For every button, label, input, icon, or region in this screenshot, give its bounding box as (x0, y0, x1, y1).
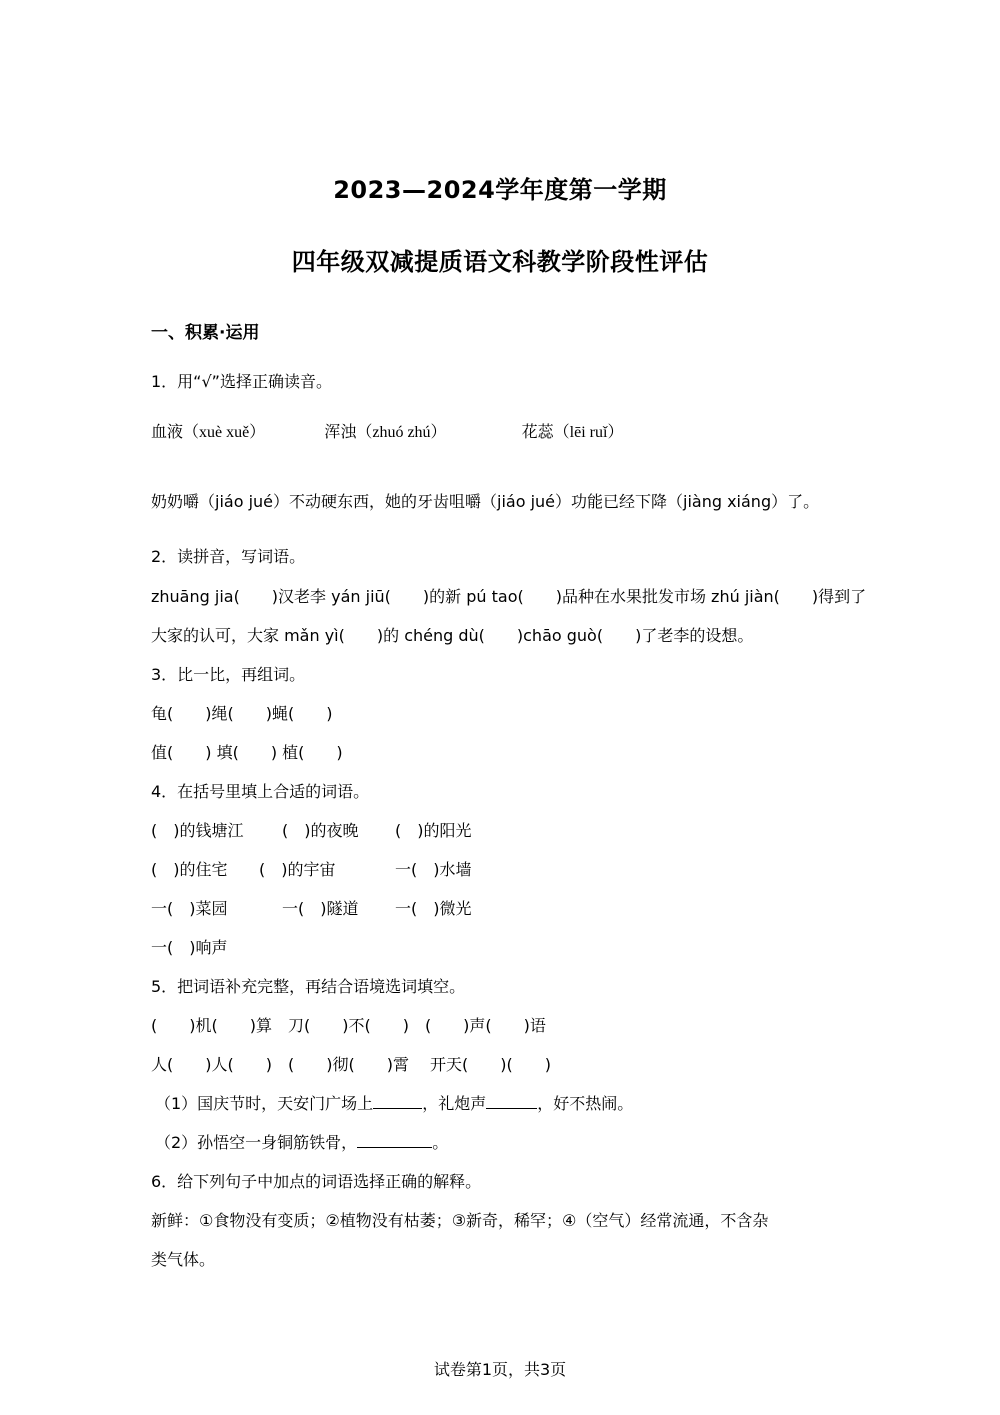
exam-title-line2: 四年级双减提质语文科教学阶段性评估 (291, 248, 709, 276)
q4-cell: ( )的住宅 (151, 860, 228, 879)
q4-prompt: 4．在括号里填上合适的词语。 (151, 782, 370, 801)
q5-line: 人( )人( ) ( )彻( )霄 开天( )( ) (151, 1055, 551, 1074)
q4-cell: ( )的阳光 (395, 821, 472, 840)
q2-line: zhuāng jia( )汉老李 yán jiū( )的新 pú tao( )品种在水果批发市场 zhú jiàn( )得到了 (151, 587, 867, 606)
q4-row (151, 899, 472, 919)
q4-row (151, 821, 472, 841)
q3-prompt: 3．比一比，再组词。 (151, 665, 306, 684)
q3-line: 值( ) 填( ) 植( ) (151, 743, 343, 762)
q3-line: 龟( )绳( )蝇( ) (151, 704, 333, 723)
q5-sub-question-2 (155, 1133, 448, 1153)
q2-prompt: 2．读拼音，写词语。 (151, 547, 306, 566)
q4-row (151, 938, 228, 958)
q1-item-pinyin: （zhuó zhú） (356, 424, 447, 441)
q4-cell: ( )的钱塘江 (151, 821, 244, 840)
q4-cell: 一( )微光 (395, 899, 472, 918)
q6-definition-line: 类气体。 (151, 1250, 216, 1269)
fill-blank[interactable] (373, 1094, 422, 1109)
q4-cell: 一( )菜园 (151, 899, 228, 918)
q4-cell: ( )的夜晚 (282, 821, 359, 840)
q4-cell: 一( )隧道 (282, 899, 359, 918)
exam-title-line1: 2023—2024学年度第一学期 (333, 176, 667, 204)
q1-item-word: 浑浊 (324, 422, 357, 441)
section-heading: 一、积累·运用 (151, 323, 260, 343)
q1-item-pinyin: （xuè xuě） (183, 424, 266, 441)
q2-line: 大家的认可，大家 mǎn yì( )的 chéng dù( )chāo guò( )了老李的设想。 (151, 626, 754, 645)
q4-cell: ( )的宇宙 (259, 860, 336, 879)
q5-line: ( )机( )算 刀( )不( ) ( )声( )语 (151, 1016, 546, 1035)
fill-blank[interactable] (357, 1133, 432, 1148)
q4-row (151, 860, 472, 880)
q1-prompt: 1．用“√”选择正确读音。 (151, 372, 332, 391)
q6-definition-line: 新鲜：①食物没有变质；②植物没有枯萎；③新奇，稀罕；④（空气）经常流通，不含杂 (151, 1211, 769, 1230)
q1-sentence: 奶奶嚼（jiáo jué）不动硬东西，她的牙齿咀嚼（jiáo jué）功能已经下降（jiàng xiáng）了。 (151, 492, 820, 511)
q5-sub2-text: （2）孙悟空一身铜筋铁骨， (155, 1133, 358, 1152)
page-footer: 试卷第1页，共3页 (433, 1360, 567, 1379)
q1-item-word: 花蕊 (521, 422, 554, 441)
q6-prompt: 6．给下列句子中加点的词语选择正确的解释。 (151, 1172, 482, 1191)
q4-cell: 一( )水墙 (395, 860, 472, 879)
q5-sub1-text: ，好不热闹。 (537, 1094, 634, 1113)
q5-sub2-text: 。 (432, 1133, 449, 1152)
q5-sub1-text: ，礼炮声 (422, 1094, 487, 1113)
fill-blank[interactable] (486, 1094, 537, 1109)
q5-prompt: 5．把词语补充完整，再结合语境选词填空。 (151, 977, 466, 996)
q1-item-pinyin: （lēi ruǐ） (553, 424, 624, 441)
q1-items-row (151, 422, 623, 443)
q1-item-word: 血液 (151, 422, 184, 441)
q5-sub1-text: （1）国庆节时，天安门广场上 (155, 1094, 374, 1113)
q5-sub-question-1 (155, 1094, 633, 1114)
q4-cell: 一( )响声 (151, 938, 228, 957)
